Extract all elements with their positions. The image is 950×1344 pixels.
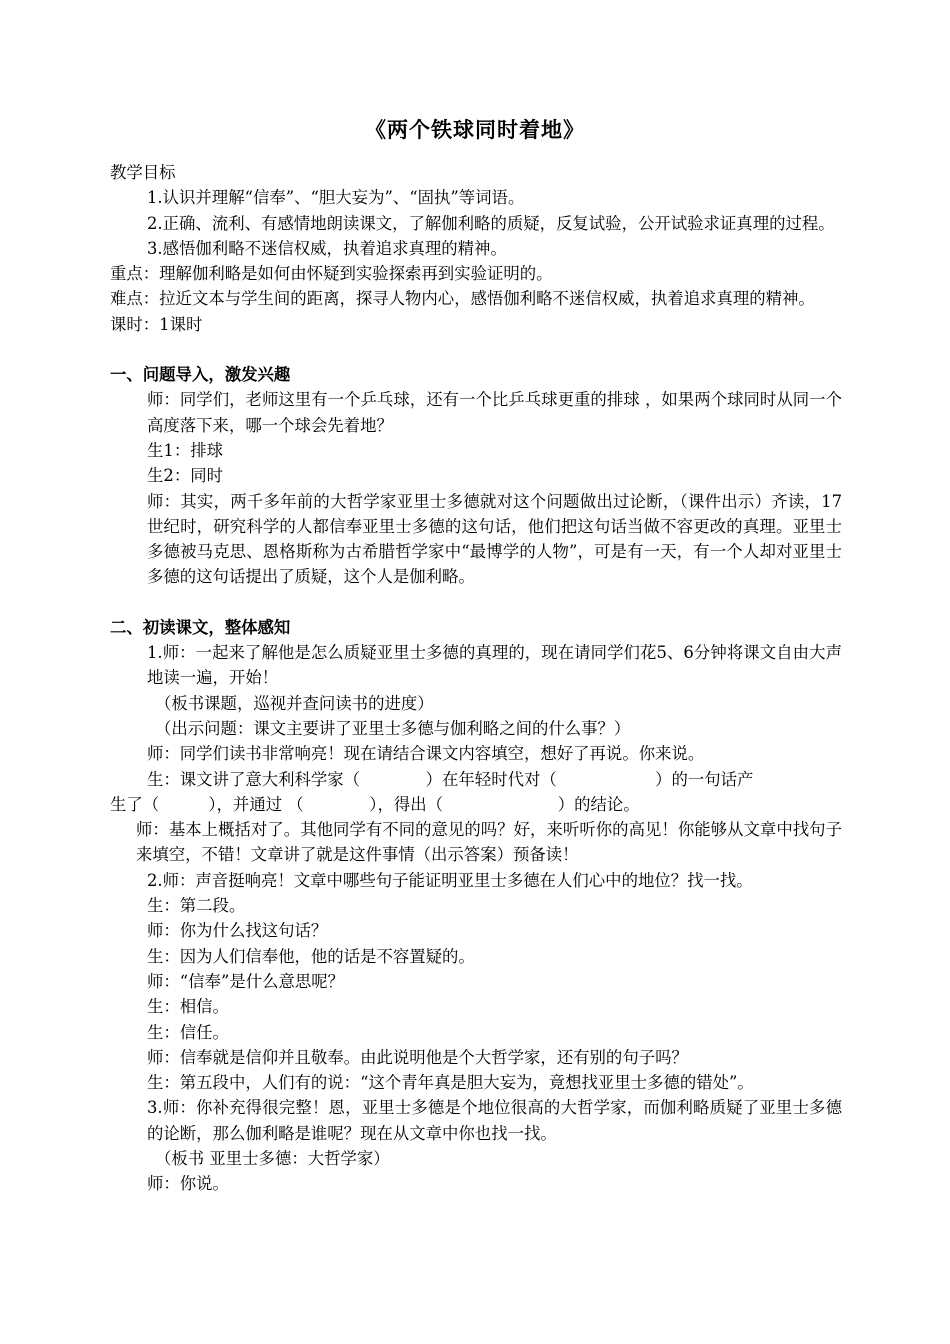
dialogue-line: 师：同学们，老师这里有一个乒乓球，还有一个比乒乓球更重的排球 ，如果两个球同时从同一个高度落下来，哪一个球会先着地？ — [147, 390, 842, 435]
document-title: 《两个铁球同时着地》 — [365, 117, 585, 142]
dialogue-line: 生：相信。 — [147, 997, 229, 1017]
objective-item: 1.认识并理解“信奉”、“胆大妄为”、“固执”等词语。 — [147, 188, 525, 208]
stage-note: （板书 亚里士多德：大哲学家） — [155, 1148, 390, 1168]
dialogue-line: 生：信任。 — [147, 1022, 229, 1042]
stage-note: （板书课题，巡视并查问读书的进度） — [155, 693, 434, 713]
spacer — [110, 590, 842, 615]
dialogue-line: 生：第二段。 — [147, 896, 246, 916]
stage-note: （出示问题：课文主要讲了亚里士多德与伽利略之间的什么事？） — [155, 718, 631, 738]
section-heading: 一、问题导入，激发兴趣 — [110, 365, 291, 385]
spacer — [110, 337, 842, 362]
dialogue-line: 师：“信奉”是什么意思呢？ — [147, 971, 345, 991]
dialogue-line: 生：第五段中，人们有的说：“这个青年真是胆大妄为，竟想找亚里士多德的错处”。 — [147, 1073, 754, 1093]
section-heading: 二、初读课文，整体感知 — [110, 617, 291, 637]
dialogue-line: 师：你说。 — [147, 1174, 229, 1194]
dialogue-line: 师：其实，两千多年前的大哲学家亚里士多德就对这个问题做出过论断，（课件出示）齐读，17世纪时，研究科学的人都信奉亚里士多德的这句话，他们把这句话当做不容更改的真理。亚里士多德被马克思、恩格斯称为古希腊哲学家中“最博学的人物”，可是有一天，有一个人却对亚里士多德的这句话提出了质疑，这个人是伽利略。 — [147, 491, 842, 587]
dialogue-line: 师：同学们读书非常响亮！现在请结合课文内容填空，想好了再说。你来说。 — [147, 744, 705, 764]
dialogue-line: 3.师：你补充得很完整！恩，亚里士多德是个地位很高的大哲学家，而伽利略质疑了亚里士多德的论断，那么伽利略是谁呢？现在从文章中你也找一找。 — [147, 1098, 842, 1143]
objectives-heading: 教学目标 — [110, 163, 176, 182]
fill-in-line: 生了（ ），并通过 （ ），得出（ ）的结论。 — [110, 794, 640, 814]
fill-in-line: 生：课文讲了意大利科学家（ ）在年轻时代对（ ）的一句话产 — [147, 769, 754, 789]
dialogue-line: 师：基本上概括对了。其他同学有不同的意见的吗？好，来听听你的高见！你能够从文章中找句子来填空，不错！文章讲了就是这件事情（出示答案）预备读！ — [136, 820, 842, 865]
objective-item: 2.正确、流利、有感情地朗读课文，了解伽利略的质疑，反复试验，公开试验求证真理的过程。 — [147, 213, 835, 233]
dialogue-line: 1.师：一起来了解他是怎么质疑亚里士多德的真理的，现在请同学们花5、6分钟将课文自由大声地读一遍，开始！ — [147, 643, 842, 688]
dialogue-line: 师：信奉就是信仰并且敬奉。由此说明他是个大哲学家，还有别的句子吗？ — [147, 1047, 688, 1067]
dialogue-line: 生：因为人们信奉他，他的话是不容置疑的。 — [147, 946, 475, 966]
document-body — [110, 160, 842, 1197]
dialogue-line: 生2：同时 — [147, 466, 223, 486]
dialogue-line: 2.师：声音挺响亮！文章中哪些句子能证明亚里士多德在人们心中的地位？找一找。 — [147, 870, 753, 890]
key-point: 重点：理解伽利略是如何由怀疑到实验探索再到实验证明的。 — [110, 264, 553, 284]
class-period: 课时：1课时 — [110, 314, 203, 334]
dialogue-line: 生1：排球 — [147, 440, 223, 460]
dialogue-line: 师：你为什么找这句话？ — [147, 921, 328, 941]
difficulty: 难点：拉近文本与学生间的距离，探寻人物内心，感悟伽利略不迷信权威，执着追求真理的精神。 — [110, 289, 815, 309]
objective-item: 3.感悟伽利略不迷信权威，执着追求真理的精神。 — [147, 238, 507, 258]
